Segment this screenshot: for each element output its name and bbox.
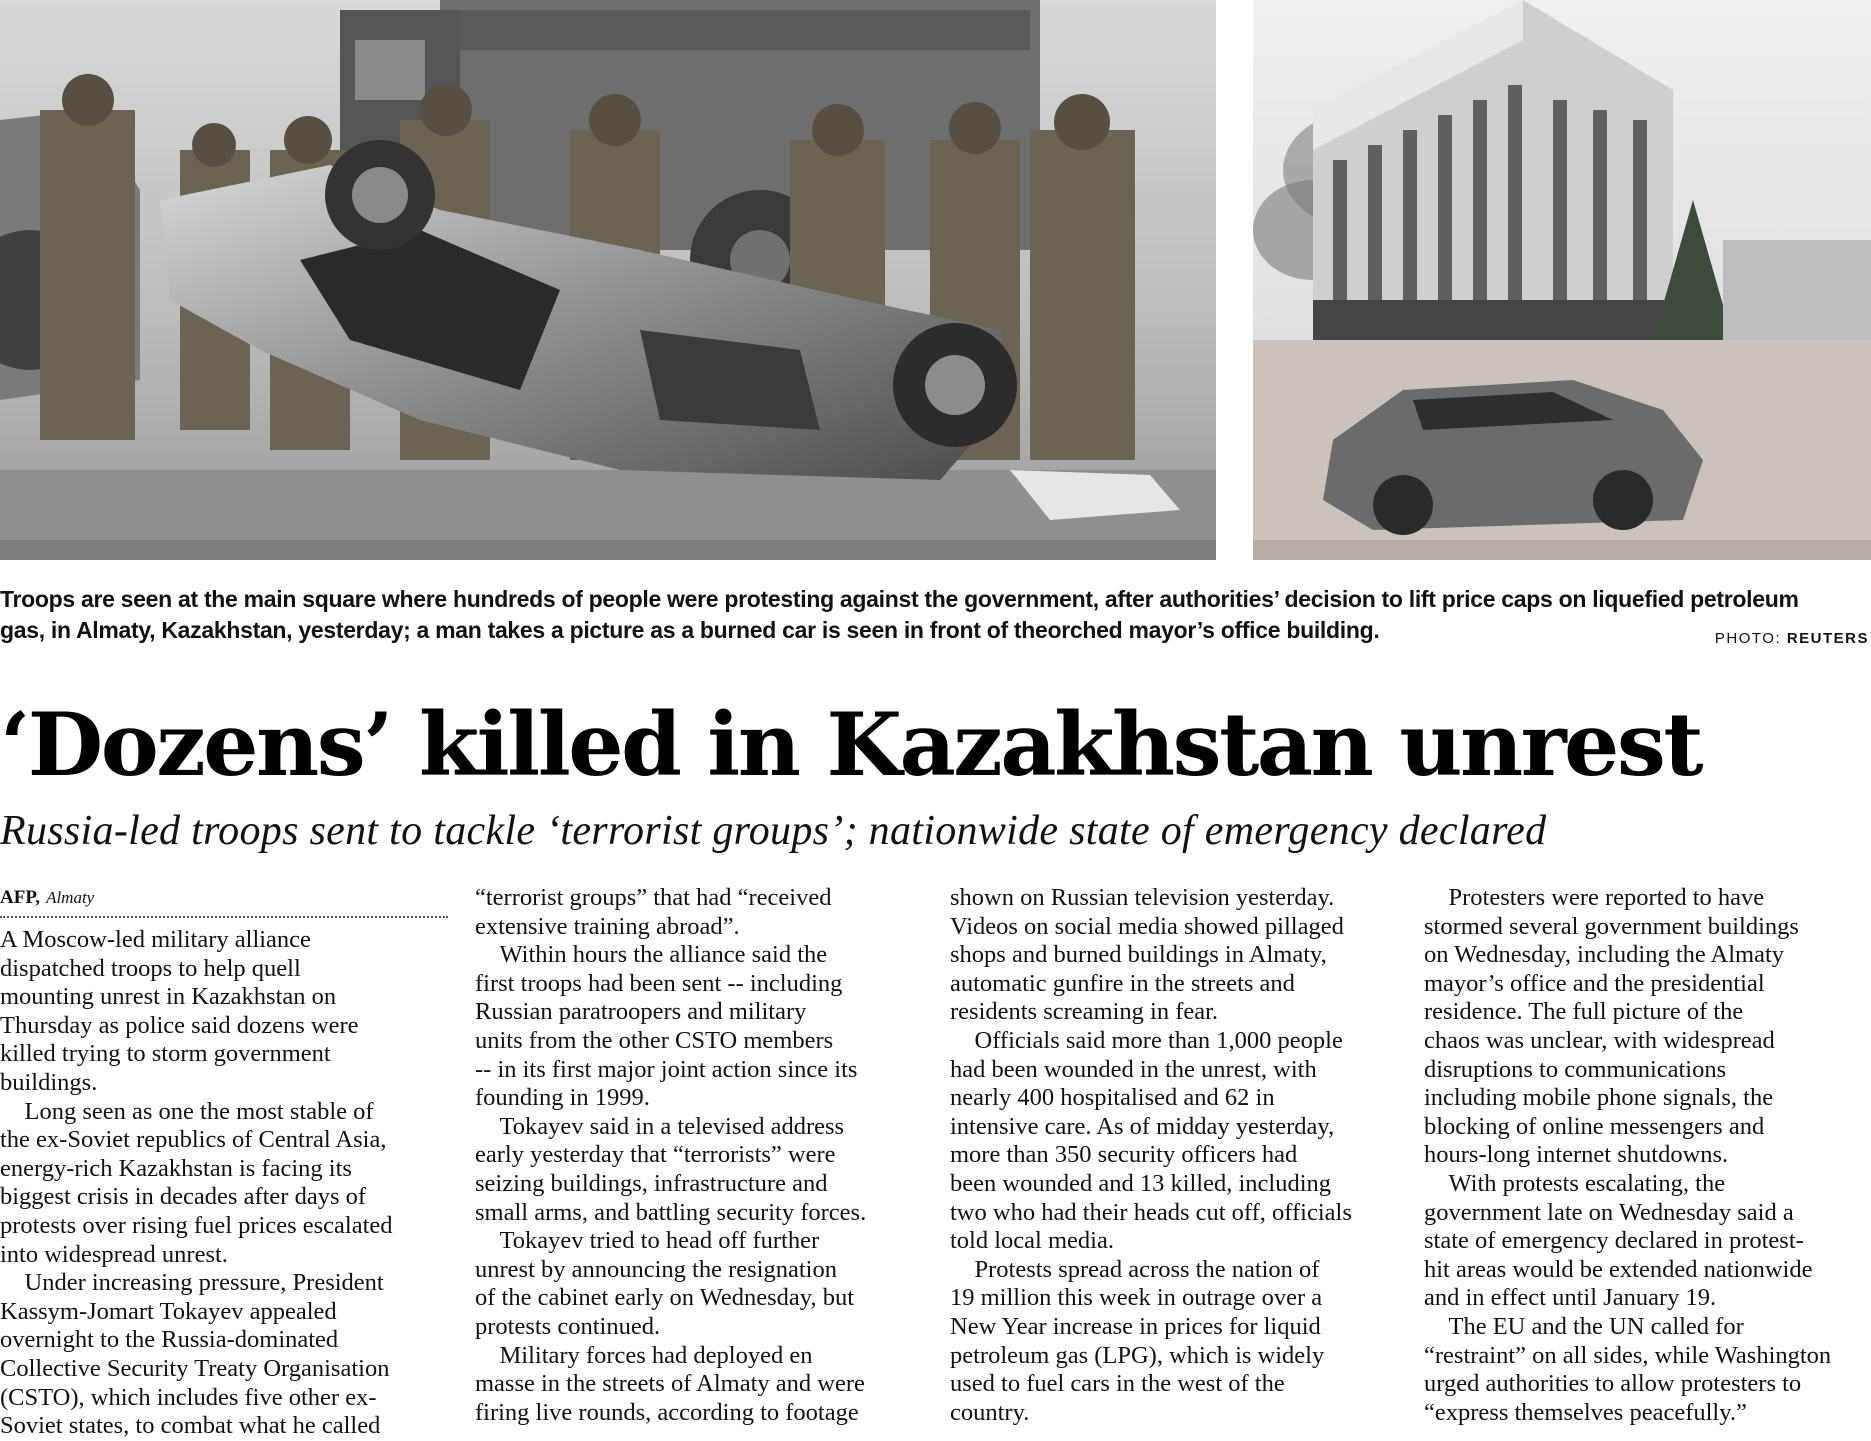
article-text-line: disruptions to communications: [1424, 1055, 1727, 1083]
article-text-line: A Moscow-led military alliance: [0, 926, 311, 953]
article-text-line: unrest by announcing the resignation: [475, 1255, 837, 1283]
article-text-line: blocking of online messengers and: [1424, 1112, 1765, 1140]
article-text-line: intensive care. As of midday yesterday,: [950, 1112, 1335, 1140]
article-text-line: founding in 1999.: [475, 1084, 650, 1112]
article-text-line: masse in the streets of Almaty and were: [475, 1370, 865, 1398]
article-text-line: Long seen as one the most stable of: [0, 1097, 374, 1125]
article-text-line: mayor’s office and the presidential: [1424, 969, 1765, 997]
article-text-line: Collective Security Treaty Organisation: [0, 1354, 390, 1382]
article-text-line: “restraint” on all sides, while Washington: [1424, 1341, 1832, 1369]
article-text-line: of the cabinet early on Wednesday, but: [475, 1284, 855, 1312]
article-text-line: residents screaming in fear.: [950, 998, 1219, 1026]
byline-place: Almaty: [46, 888, 95, 907]
article-text-line: told local media.: [950, 1227, 1114, 1255]
column-text: [950, 884, 1398, 1427]
article-text-line: residence. The full picture of the: [1424, 998, 1744, 1026]
article-text-line: biggest crisis in decades after days of: [0, 1183, 367, 1211]
article-text-line: (CSTO), which includes five other ex-: [0, 1383, 377, 1411]
article-text-line: country.: [950, 1398, 1030, 1426]
article-text-line: petroleum gas (LPG), which is widely: [950, 1341, 1325, 1369]
headline: ‘Dozens’ killed in Kazakhstan unrest: [0, 693, 1702, 796]
article-text-line: Protests spread across the nation of: [950, 1255, 1320, 1283]
article-text-line: two who had their heads cut off, officials: [950, 1198, 1352, 1226]
article-text-line: “express themselves peacefully.”: [1424, 1398, 1747, 1426]
article-text-line: protests over rising fuel prices escalated: [0, 1211, 393, 1239]
article-column-1: [0, 884, 448, 1441]
photo-caption: [0, 584, 1871, 646]
byline: [0, 882, 448, 918]
article-text-line: on Wednesday, including the Almaty: [1424, 941, 1785, 969]
article-text-line: -- in its first major joint action since its: [475, 1055, 858, 1083]
article-text-line: energy-rich Kazakhstan is facing its: [0, 1154, 352, 1182]
article-text-line: Tokayev tried to head off further: [475, 1227, 820, 1255]
article-text-line: hours-long internet shutdowns.: [1424, 1141, 1729, 1169]
article-text-line: into widespread unrest.: [0, 1240, 228, 1268]
article-text-line: stormed several government buildings: [1424, 912, 1799, 940]
article-text-line: “terrorist groups” that had “received: [475, 884, 832, 911]
article-text-line: Protesters were reported to have: [1424, 884, 1765, 911]
article-column-2: [475, 884, 923, 1427]
article-text-line: Within hours the alliance said the: [475, 941, 828, 969]
article-text-line: The EU and the UN called for: [1424, 1312, 1744, 1340]
article-text-line: mounting unrest in Kazakhstan on: [0, 983, 337, 1011]
subheadline: Russia-led troops sent to tackle ‘terrorist groups’; nationwide state of emergency declared: [0, 808, 1547, 854]
article-text-line: the ex-Soviet republics of Central Asia,: [0, 1126, 387, 1154]
article-text-line: chaos was unclear, with widespread: [1424, 1026, 1775, 1054]
article-text-line: been wounded and 13 killed, including: [950, 1169, 1332, 1197]
column-text: [1424, 884, 1871, 1427]
article-text-line: hit areas would be extended nationwide: [1424, 1255, 1813, 1283]
photo-mayors-office-image: [1253, 0, 1871, 560]
photo-credit-label: PHOTO:: [1714, 630, 1782, 647]
article-text-line: dispatched troops to help quell: [0, 954, 301, 982]
article-text-line: Tokayev said in a televised address: [475, 1112, 845, 1140]
column-text: [0, 926, 448, 1441]
article-text-line: urged authorities to allow protesters to: [1424, 1370, 1802, 1398]
article-text-line: shops and burned buildings in Almaty,: [950, 941, 1327, 969]
article-text-line: Officials said more than 1,000 people: [950, 1026, 1343, 1054]
article-column-3: [950, 884, 1398, 1427]
article-text-line: small arms, and battling security forces.: [475, 1198, 867, 1226]
article-text-line: With protests escalating, the: [1424, 1169, 1726, 1197]
article-text-line: state of emergency declared in protest-: [1424, 1227, 1804, 1255]
article-text-line: used to fuel cars in the west of the: [950, 1370, 1285, 1398]
article-text-line: Under increasing pressure, President: [0, 1269, 384, 1297]
byline-agency: AFP,: [0, 887, 40, 908]
caption-line: gas, in Almaty, Kazakhstan, yesterday; a man takes a picture as a burned car is seen in front of theorched mayor’s office building.: [0, 617, 1380, 643]
article-text-line: units from the other CSTO members: [475, 1026, 834, 1054]
column-text: [475, 884, 923, 1427]
article-text-line: protests continued.: [475, 1312, 661, 1340]
photo-credit: [1715, 630, 1869, 647]
article-text-line: including mobile phone signals, the: [1424, 1084, 1774, 1112]
caption-line: Troops are seen at the main square where hundreds of people were protesting against the government, after authorities’ decision to lift price caps on liquefied petroleum: [0, 586, 1799, 612]
article-text-line: overnight to the Russia-dominated: [0, 1326, 339, 1354]
photo-mayors-office: [1253, 0, 1871, 560]
article-column-4: [1424, 884, 1871, 1427]
photo-troops-burned-car: [0, 0, 1216, 560]
article-text-line: seizing buildings, infrastructure and: [475, 1169, 828, 1197]
article-text-line: firing live rounds, according to footage: [475, 1398, 859, 1426]
photo-credit-source: REUTERS: [1786, 630, 1869, 647]
article-text-line: early yesterday that “terrorists” were: [475, 1141, 836, 1169]
article-text-line: had been wounded in the unrest, with: [950, 1055, 1317, 1083]
article-text-line: Thursday as police said dozens were: [0, 1011, 359, 1039]
article-text-line: shown on Russian television yesterday.: [950, 884, 1335, 911]
article-text-line: first troops had been sent -- including: [475, 969, 843, 997]
photo-troops-burned-car-image: [0, 0, 1216, 560]
article-text-line: and in effect until January 19.: [1424, 1284, 1717, 1312]
article-text-line: government late on Wednesday said a: [1424, 1198, 1794, 1226]
article-text-line: Kassym-Jomart Tokayev appealed: [0, 1297, 337, 1325]
article-text-line: extensive training abroad”.: [475, 912, 740, 940]
article-text-line: Military forces had deployed en: [475, 1341, 813, 1369]
article-text-line: buildings.: [0, 1068, 98, 1096]
article-text-line: Videos on social media showed pillaged: [950, 912, 1344, 940]
article-text-line: killed trying to storm government: [0, 1040, 331, 1068]
article-text-line: nearly 400 hospitalised and 62 in: [950, 1084, 1275, 1112]
article-text-line: New Year increase in prices for liquid: [950, 1312, 1321, 1340]
article-text-line: automatic gunfire in the streets and: [950, 969, 1295, 997]
article-text-line: more than 350 security officers had: [950, 1141, 1298, 1169]
article-text-line: Russian paratroopers and military: [475, 998, 807, 1026]
article-text-line: Soviet states, to combat what he called: [0, 1412, 381, 1440]
article-text-line: 19 million this week in outrage over a: [950, 1284, 1323, 1312]
